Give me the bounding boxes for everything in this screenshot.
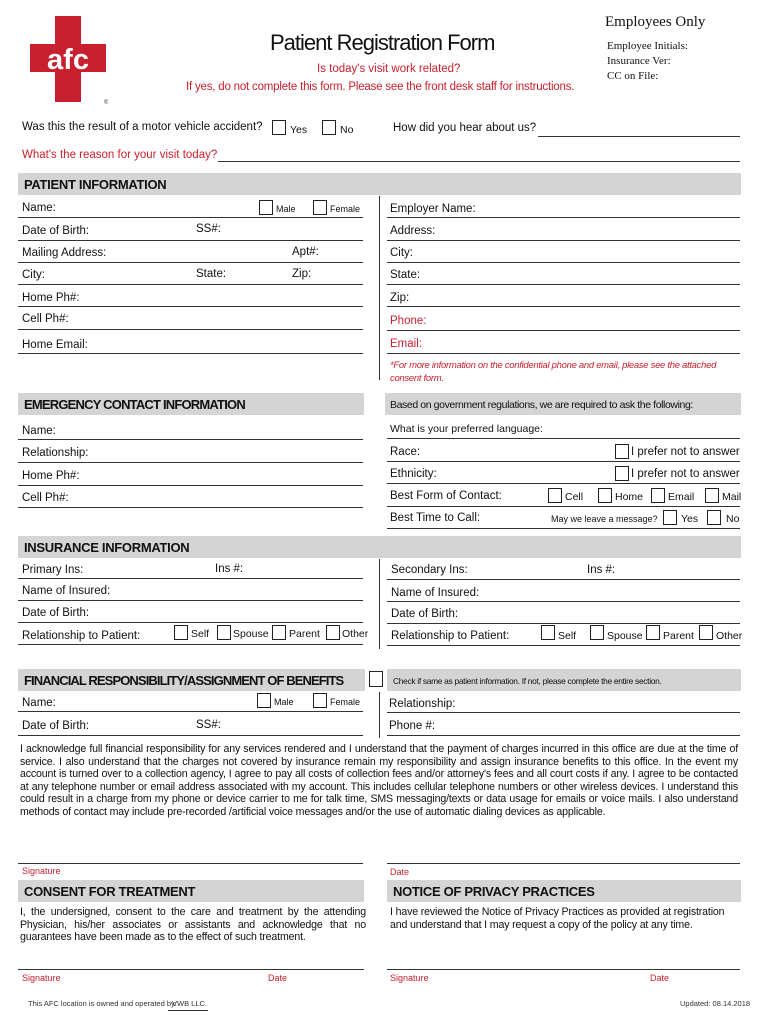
- best-time-field[interactable]: [387, 528, 740, 529]
- employees-only-box: [597, 10, 757, 95]
- financial-female-label: Female: [330, 697, 361, 707]
- visit-reason-field[interactable]: [218, 161, 740, 162]
- apt-label: Apt#:: [292, 246, 319, 258]
- rel-other-label: Other: [342, 628, 369, 640]
- sec-rel-other-checkbox[interactable]: [699, 625, 713, 640]
- insurance-header: [18, 536, 741, 558]
- mailing-address-field[interactable]: [18, 262, 363, 263]
- column-divider: [379, 692, 380, 738]
- privacy-text: I have reviewed the Notice of Privacy Practices as provided at registration and understand that I may request a copy of the policy at any time.: [390, 906, 725, 931]
- secondary-ins-label: Secondary Ins:: [391, 564, 468, 576]
- patient-name-field[interactable]: [18, 217, 363, 218]
- emergency-home-phone-field[interactable]: [18, 485, 363, 486]
- financial-header: [18, 669, 365, 691]
- financial-signature-label: Signature: [22, 866, 61, 876]
- race-label: Race:: [390, 446, 421, 458]
- patient-male-label: Male: [276, 204, 296, 214]
- financial-date-label: Date: [390, 867, 410, 877]
- consent-text: I, the undersigned, consent to the care and treatment by the attending Physician, his/her associates or assistants and acknowledge that no guarantees have been made as to the effect of such treatment.: [20, 906, 366, 944]
- patient-zip-label: Zip:: [292, 268, 312, 280]
- employer-phone-field[interactable]: [387, 330, 740, 331]
- hear-about-field[interactable]: [538, 136, 740, 137]
- motor-vehicle-no-label: No: [340, 124, 354, 136]
- home-email-field[interactable]: [18, 353, 363, 354]
- primary-ins-label: Primary Ins:: [22, 564, 84, 576]
- employer-zip-field[interactable]: [387, 306, 740, 307]
- contact-mail-checkbox[interactable]: [705, 488, 719, 503]
- financial-acknowledgement: I acknowledge full financial responsibility for any services rendered and I understand that the payment of charges incurred in this office are due at the time of service. I also understand that the charges not covered by insurance remain my responsibility and assign insurance benefits to this office. In the event my account is turned over to a collection agency, I agree to pay all costs of collection fees and/or attorney's fees and all court costs if any. I agree to be contacted at any telephone number or email address associated with my account. This includes cellular telephone numbers or other wireless devices. I understand this could result in a charge from my phone or device carrier to me for talk time, SMS messaging/texts or data usage for emails or voice mails. I also understand methods of contact may include pre-recorded /artificial voice messages and/or the use of automatic dialing devices as applicable.: [20, 743, 738, 818]
- contact-email-label: Email: [668, 491, 695, 503]
- rel-self-checkbox[interactable]: [174, 625, 188, 640]
- financial-relationship-field[interactable]: [387, 712, 740, 713]
- sec-rel-self-checkbox[interactable]: [541, 625, 555, 640]
- financial-name-field[interactable]: [18, 711, 363, 712]
- employer-name-field[interactable]: [387, 217, 740, 218]
- consent-signature-label: Signature: [22, 973, 61, 983]
- insured-name-label: Name of Insured:: [22, 585, 111, 597]
- work-related-question: Is today's visit work related?: [317, 63, 461, 75]
- patient-dob-label: Date of Birth:: [22, 225, 90, 237]
- cc-on-file-label: CC on File:: [607, 70, 659, 82]
- financial-signature-line[interactable]: [18, 863, 363, 864]
- primary-ins-field[interactable]: [18, 578, 363, 579]
- patient-ssn-label: SS#:: [196, 223, 221, 235]
- secondary-relationship-field[interactable]: [387, 645, 740, 646]
- consent-note: *For more information on the confidential phone and email, please see the attached consent form.: [390, 360, 717, 384]
- best-time-label: Best Time to Call:: [390, 512, 481, 524]
- motor-vehicle-no-checkbox[interactable]: [322, 120, 336, 135]
- patient-female-checkbox[interactable]: [313, 200, 327, 215]
- footer-owner: VWB LLC.: [172, 999, 208, 1008]
- insurance-title: INSURANCE INFORMATION: [24, 540, 190, 555]
- home-email-label: Home Email:: [22, 339, 88, 351]
- secondary-insured-name-field[interactable]: [387, 601, 740, 602]
- sec-rel-parent-label: Parent: [663, 630, 694, 642]
- privacy-signature-line[interactable]: [387, 969, 740, 970]
- motor-vehicle-question: Was this the result of a motor vehicle accident?: [22, 121, 263, 133]
- privacy-signature-label: Signature: [390, 973, 429, 983]
- emergency-contact-header: [18, 393, 364, 415]
- employer-address-field[interactable]: [387, 240, 740, 241]
- cell-phone-field[interactable]: [18, 329, 363, 330]
- leave-message-yes-label: Yes: [681, 513, 699, 525]
- same-as-patient-label: Check if same as patient information. If not, please complete the entire section.: [393, 676, 662, 686]
- afc-logo: [28, 14, 108, 104]
- employer-email-label: Email:: [390, 338, 422, 350]
- privacy-title: NOTICE OF PRIVACY PRACTICES: [393, 884, 595, 899]
- footer-updated: Updated: 08.14.2018: [680, 999, 751, 1008]
- employees-only-title: Employees Only: [605, 14, 706, 30]
- employer-state-label: State:: [390, 269, 421, 281]
- contact-mail-label: Mail: [722, 491, 742, 503]
- patient-female-label: Female: [330, 204, 361, 214]
- footer-owner-line: [168, 1010, 208, 1011]
- hear-about-label: How did you hear about us?: [393, 122, 537, 134]
- employee-initials-label: Employee Initials:: [607, 40, 688, 52]
- patient-name-label: Name:: [22, 202, 56, 214]
- secondary-dob-label: Date of Birth:: [391, 608, 459, 620]
- column-divider: [379, 559, 380, 649]
- financial-date-line[interactable]: [387, 863, 740, 864]
- race-field[interactable]: [387, 461, 740, 462]
- financial-title: FINANCIAL RESPONSIBILITY/ASSIGNMENT OF BENEFITS: [24, 673, 344, 688]
- employer-email-field[interactable]: [387, 353, 740, 354]
- emergency-contact-title: EMERGENCY CONTACT INFORMATION: [24, 397, 245, 412]
- financial-dob-field[interactable]: [18, 735, 363, 736]
- financial-relationship-label: Relationship:: [389, 698, 456, 710]
- secondary-ins-field[interactable]: [387, 579, 740, 580]
- employer-city-label: City:: [390, 247, 413, 259]
- patient-city-field[interactable]: [18, 284, 363, 285]
- contact-email-checkbox[interactable]: [651, 488, 665, 503]
- leave-message-no-label: No: [726, 513, 740, 525]
- sec-rel-self-label: Self: [558, 630, 577, 642]
- ethnicity-label: Ethnicity:: [390, 468, 437, 480]
- secondary-relationship-label: Relationship to Patient:: [391, 630, 510, 642]
- employer-zip-label: Zip:: [390, 292, 410, 304]
- patient-city-label: City:: [22, 269, 45, 281]
- language-label: What is your preferred language:: [390, 423, 543, 435]
- consent-title: CONSENT FOR TREATMENT: [24, 884, 196, 899]
- same-as-patient-band: [387, 669, 741, 691]
- race-prefer-not-label: I prefer not to answer: [631, 446, 740, 458]
- patient-male-checkbox[interactable]: [259, 200, 273, 215]
- insurance-ver-label: Insurance Ver:: [607, 55, 671, 67]
- race-prefer-not-checkbox[interactable]: [615, 444, 629, 459]
- govt-title: Based on government regulations, we are required to ask the following:: [390, 399, 693, 411]
- instructions: If yes, do not complete this form. Please see the front desk staff for instructions.: [186, 81, 575, 93]
- primary-ins-num-label: Ins #:: [215, 563, 244, 575]
- rel-self-label: Self: [191, 628, 210, 640]
- motor-vehicle-yes-checkbox[interactable]: [272, 120, 286, 135]
- consent-signature-line[interactable]: [18, 969, 364, 970]
- employer-name-label: Employer Name:: [390, 203, 476, 215]
- financial-female-checkbox[interactable]: [313, 693, 327, 708]
- rel-spouse-checkbox[interactable]: [217, 625, 231, 640]
- emergency-relationship-label: Relationship:: [22, 447, 89, 459]
- rel-spouse-label: Spouse: [233, 628, 269, 640]
- consent-date-label: Date: [268, 973, 288, 983]
- home-phone-field[interactable]: [18, 306, 363, 307]
- sec-rel-spouse-label: Spouse: [607, 630, 643, 642]
- mailing-address-label: Mailing Address:: [22, 247, 107, 259]
- financial-phone-label: Phone #:: [389, 720, 436, 732]
- leave-message-no-checkbox[interactable]: [707, 510, 721, 525]
- same-as-patient-checkbox[interactable]: [369, 671, 383, 687]
- relationship-field[interactable]: [18, 644, 363, 645]
- secondary-ins-num-label: Ins #:: [587, 564, 616, 576]
- patient-info-header: [18, 173, 741, 195]
- patient-state-label: State:: [196, 268, 227, 280]
- insured-dob-label: Date of Birth:: [22, 607, 90, 619]
- emergency-cell-phone-label: Cell Ph#:: [22, 492, 69, 504]
- contact-home-checkbox[interactable]: [598, 488, 612, 503]
- contact-cell-label: Cell: [565, 491, 584, 503]
- column-divider: [379, 196, 380, 380]
- employer-city-field[interactable]: [387, 262, 740, 263]
- employer-state-field[interactable]: [387, 284, 740, 285]
- sec-rel-other-label: Other: [716, 630, 743, 642]
- best-form-contact-field[interactable]: [387, 506, 740, 507]
- financial-male-checkbox[interactable]: [257, 693, 271, 708]
- leave-message-label: May we leave a message?: [551, 514, 658, 524]
- emergency-cell-phone-field[interactable]: [18, 507, 363, 508]
- ethnicity-prefer-not-checkbox[interactable]: [615, 466, 629, 481]
- secondary-insured-name-label: Name of Insured:: [391, 587, 480, 599]
- emergency-relationship-field[interactable]: [18, 462, 363, 463]
- best-form-contact-label: Best Form of Contact:: [390, 490, 502, 502]
- leave-message-yes-checkbox[interactable]: [663, 510, 677, 525]
- ethnicity-prefer-not-label: I prefer not to answer: [631, 468, 740, 480]
- home-phone-label: Home Ph#:: [22, 292, 80, 304]
- visit-reason-label: What's the reason for your visit today?: [22, 149, 218, 161]
- page-title: Patient Registration Form: [270, 30, 495, 55]
- privacy-header: [387, 880, 741, 902]
- emergency-name-label: Name:: [22, 425, 56, 437]
- emergency-home-phone-label: Home Ph#:: [22, 470, 80, 482]
- cell-phone-label: Cell Ph#:: [22, 313, 69, 325]
- rel-parent-label: Parent: [289, 628, 320, 640]
- insured-dob-field[interactable]: [18, 622, 363, 623]
- financial-name-label: Name:: [22, 697, 56, 709]
- financial-male-label: Male: [274, 697, 294, 707]
- afc-cross-icon: [28, 14, 108, 106]
- ethnicity-field[interactable]: [387, 483, 740, 484]
- secondary-dob-field[interactable]: [387, 623, 740, 624]
- contact-home-label: Home: [615, 491, 644, 503]
- svg-text:®: ®: [104, 100, 108, 106]
- rel-other-checkbox[interactable]: [326, 625, 340, 640]
- contact-cell-checkbox[interactable]: [548, 488, 562, 503]
- motor-vehicle-yes-label: Yes: [290, 124, 308, 136]
- financial-dob-label: Date of Birth:: [22, 720, 90, 732]
- rel-parent-checkbox[interactable]: [272, 625, 286, 640]
- logo-text: afc: [47, 44, 89, 76]
- govt-header: [385, 393, 741, 415]
- sec-rel-parent-checkbox[interactable]: [646, 625, 660, 640]
- language-field[interactable]: [387, 438, 740, 439]
- privacy-date-label: Date: [650, 973, 670, 983]
- employer-phone-label: Phone:: [390, 315, 427, 327]
- patient-info-title: PATIENT INFORMATION: [24, 177, 167, 192]
- consent-header: [18, 880, 364, 902]
- financial-ssn-label: SS#:: [196, 719, 221, 731]
- relationship-label: Relationship to Patient:: [22, 630, 141, 642]
- patient-dob-field[interactable]: [18, 240, 363, 241]
- insured-name-field[interactable]: [18, 600, 363, 601]
- financial-phone-field[interactable]: [387, 735, 740, 736]
- emergency-name-field[interactable]: [18, 439, 363, 440]
- footer-owned-label: This AFC location is owned and operated by:: [28, 999, 177, 1008]
- sec-rel-spouse-checkbox[interactable]: [590, 625, 604, 640]
- employer-address-label: Address:: [390, 225, 436, 237]
